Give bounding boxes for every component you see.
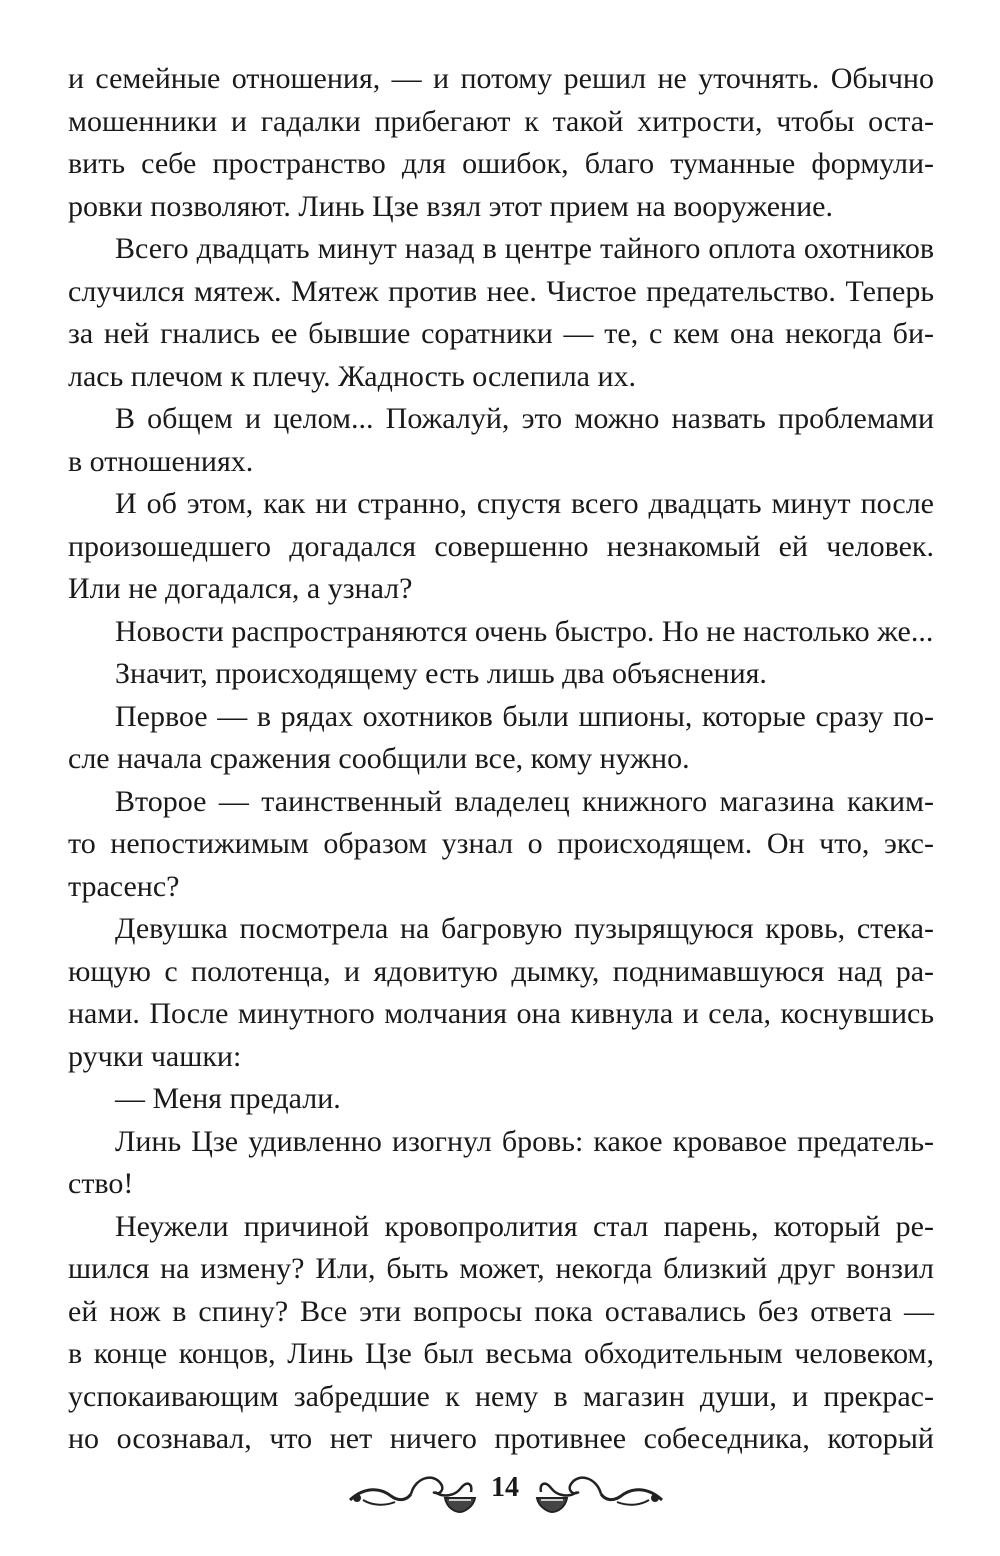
text-line: нами. После минутного молчания она кивнула и села, коснувшись [68, 997, 934, 1030]
text-line: В общем и целом... Пожалуй, это можно назвать проблемами [115, 402, 934, 435]
text-line: случился мятеж. Мятеж против нее. Чистое предательство. Теперь [68, 274, 934, 308]
text-line: Значит, происходящему есть лишь два объяснения. [115, 657, 767, 690]
text-line: Линь Цзе удивленно изогнул бровь: какое кровавое предатель- [115, 1124, 934, 1158]
text-line: трасенс? [68, 869, 180, 903]
text-line: лась плечом к плечу. Жадность ослепила их. [68, 359, 637, 393]
text-line: И об этом, как ни странно, спустя всего двадцать минут после [115, 487, 934, 520]
text-line: ручки чашки: [68, 1039, 242, 1073]
text-line: Девушка посмотрела на багровую пузырящуюся кровь, стека- [115, 912, 934, 945]
text-line: ей нож в спину? Все эти вопросы пока оставались без ответа — [68, 1294, 934, 1328]
text-line: в отношениях. [68, 444, 254, 478]
right-ornament-icon [532, 1462, 667, 1518]
book-page-text [68, 58, 934, 1461]
text-line: Новости распространяются очень быстро. Но не настолько же... [115, 614, 934, 648]
text-line: Первое — в рядах охотников были шпионы, которые сразу по- [115, 699, 934, 733]
text-line: Всего двадцать минут назад в центре тайного оплота охотников [115, 232, 934, 265]
text-line: в конце концов, Линь Цзе был весьма обходительным человеком, [68, 1337, 934, 1370]
text-line: шился на измену? Или, быть может, некогда близкий друг вонзил [68, 1252, 934, 1285]
text-line: ющую с полотенца, и ядовитую дымку, поднимавшуюся над ра- [68, 954, 934, 988]
text-line: но осознавал, что нет ничего противнее собеседника, который [68, 1422, 934, 1455]
page-number: 14 [491, 1472, 519, 1503]
text-line: — Меня предали. [115, 1082, 341, 1115]
left-ornament-icon [345, 1462, 480, 1518]
text-line: Неужели причиной кровопролития стал парень, который ре- [115, 1209, 934, 1243]
text-line: ровки позволяют. Линь Цзе взял этот прием на вооружение. [68, 189, 833, 223]
text-line: мошенники и гадалки прибегают к такой хитрости, чтобы оста- [68, 104, 934, 138]
text-line: то непостижимым образом узнал о происходящем. Он что, экс- [68, 827, 934, 860]
text-line: Или не догадался, а узнал? [68, 572, 413, 605]
text-line: и семейные отношения, — и потому решил не уточнять. Обычно [68, 62, 934, 95]
text-line: вить себе пространство для ошибок, благо туманные формули- [68, 147, 934, 180]
text-line: Второе — таинственный владелец книжного магазина каким- [115, 784, 934, 818]
text-line: сле начала сражения сообщили все, кому нужно. [68, 742, 690, 775]
page-footer [0, 1462, 1000, 1522]
text-line: за ней гнались ее бывшие соратники — те, с кем она некогда би- [68, 317, 934, 350]
text-line: произошедшего догадался совершенно незнакомый ей человек. [68, 529, 934, 563]
text-line: ство! [68, 1167, 134, 1200]
text-line: успокаивающим забредшие к нему в магазин души, и прекрас- [68, 1379, 934, 1413]
